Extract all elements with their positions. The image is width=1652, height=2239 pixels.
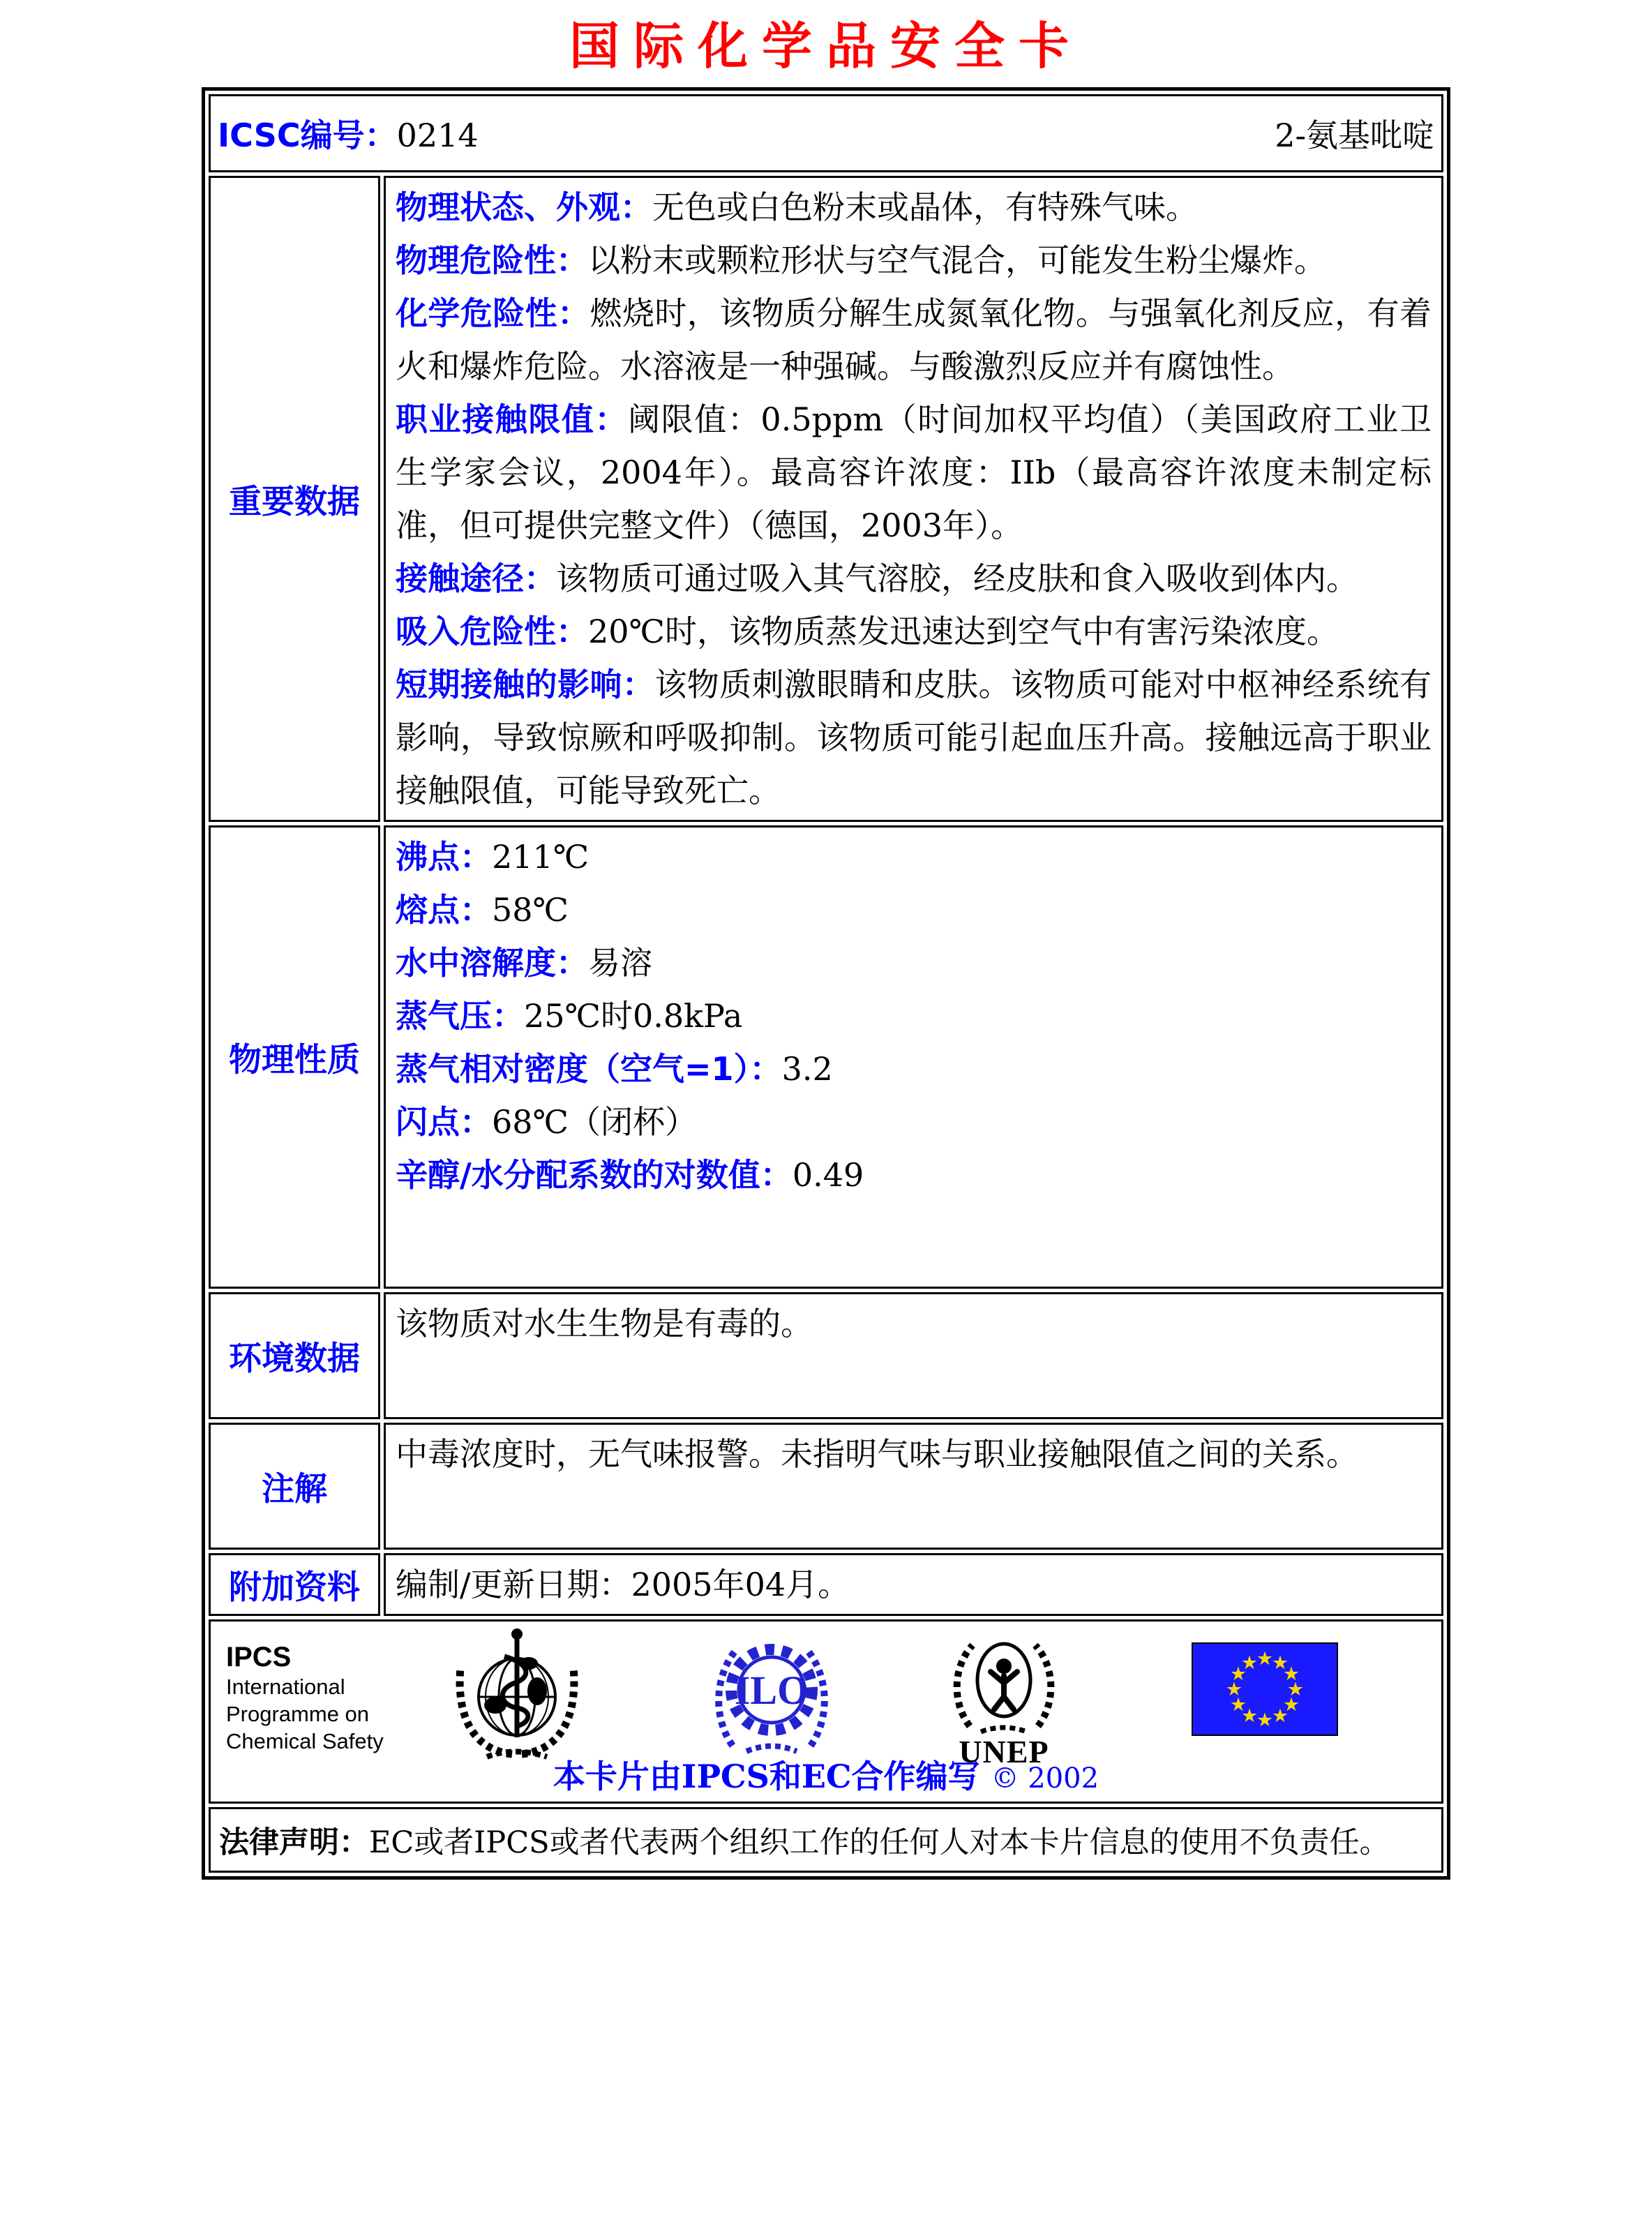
- who-logo-icon: [445, 1627, 589, 1760]
- svg-text:★: ★: [1240, 1652, 1259, 1675]
- unep-label: UNEP: [959, 1734, 1049, 1770]
- copyright-text: © 2002: [991, 1762, 1099, 1795]
- environmental-data-content: 该物质对水生生物是有毒的。: [384, 1292, 1443, 1419]
- notes-row-label: 注解: [209, 1423, 380, 1550]
- svg-text:★: ★: [1229, 1694, 1247, 1716]
- disclaimer-row: [209, 1807, 1443, 1873]
- svg-text:★: ★: [1271, 1652, 1289, 1675]
- ipcs-text-block: [226, 1641, 384, 1755]
- physical-property-item: 沸点：211℃: [396, 838, 590, 876]
- additional-info-row-label: 附加资料: [209, 1553, 380, 1616]
- cooperation-caption: [211, 1751, 1441, 1797]
- disclaimer-label: 法律声明：: [219, 1825, 369, 1860]
- physical-property-item: 水中溶解度：易溶: [396, 944, 652, 982]
- important-data-content: [384, 176, 1443, 822]
- important-data-item: 物理危险性：以粉末或颗粒形状与空气混合，可能发生粉尘爆炸。: [396, 241, 1326, 280]
- physical-property-item: 辛醇/水分配系数的对数值：0.49: [396, 1156, 864, 1195]
- icsc-card: [202, 87, 1450, 1880]
- svg-text:★: ★: [1256, 1709, 1274, 1732]
- important-data-row-label: 重要数据: [209, 176, 380, 822]
- important-data-item: 短期接触的影响：该物质刺激眼睛和皮肤。该物质可能对中枢神经系统有影响，导致惊厥和呼吸抑制。该物质可能引起血压升高。接触远高于职业接触限值，可能导致死亡。: [396, 666, 1432, 810]
- logos-cell: [209, 1619, 1443, 1804]
- icsc-number-label: ICSC编号：: [218, 117, 397, 155]
- important-data-item: 吸入危险性：20℃时，该物质蒸发迅速达到空气中有害污染浓度。: [396, 613, 1339, 651]
- physical-property-item: 闪点：68℃（闭杯）: [396, 1103, 697, 1141]
- physical-property-item: 蒸气压：25℃时0.8kPa: [396, 997, 743, 1035]
- notes-row: [209, 1423, 1443, 1550]
- disclaimer-text: EC或者IPCS或者代表两个组织工作的任何人对本卡片信息的使用不负责任。: [369, 1825, 1390, 1860]
- unep-logo-block: [945, 1630, 1063, 1770]
- ipcs-line: Programme on: [226, 1702, 370, 1727]
- logos-row: [209, 1619, 1443, 1804]
- eu-flag-icon: [1192, 1642, 1338, 1736]
- physical-property-item: 蒸气相对密度（空气=1）：3.2: [396, 1050, 833, 1088]
- important-data-item: 职业接触限值：阈限值：0.5ppm（时间加权平均值）（美国政府工业卫生学家会议，2004年）。最高容许浓度：IIb（最高容许浓度未制定标准，但可提供完整文件）（德国，2003年）。: [396, 400, 1432, 545]
- page: [0, 18, 1652, 2239]
- svg-text:★: ★: [1286, 1679, 1305, 1701]
- physical-properties-content: [384, 825, 1443, 1289]
- ipcs-line: Chemical Safety: [226, 1729, 384, 1754]
- header-row: [209, 94, 1443, 172]
- physical-property-item: 熔点：58℃: [396, 891, 569, 929]
- svg-text:★: ★: [1229, 1663, 1247, 1686]
- environmental-data-row: [209, 1292, 1443, 1419]
- important-data-item: 接触途径：该物质可通过吸入其气溶胶，经皮肤和食入吸收到体内。: [396, 560, 1358, 598]
- icsc-number-group: [218, 110, 479, 156]
- physical-properties-row-label: 物理性质: [209, 825, 380, 1289]
- svg-text:★: ★: [1282, 1694, 1300, 1716]
- important-data-row: [209, 176, 1443, 822]
- disclaimer-cell: [209, 1807, 1443, 1873]
- icsc-table: [205, 91, 1447, 1876]
- environmental-data-row-label: 环境数据: [209, 1292, 380, 1419]
- important-data-item: 化学危险性：燃烧时，该物质分解生成氮氧化物。与强氧化剂反应，有着火和爆炸危险。水溶液是一种强碱。与酸激烈反应并有腐蚀性。: [396, 294, 1432, 386]
- caption-text: 本卡片由IPCS和EC合作编写: [553, 1758, 980, 1796]
- additional-info-content: 编制/更新日期：2005年04月。: [384, 1553, 1443, 1616]
- physical-properties-row: [209, 825, 1443, 1289]
- ipcs-line: International: [226, 1675, 345, 1700]
- svg-text:★: ★: [1240, 1705, 1259, 1728]
- ipcs-acronym: IPCS: [226, 1642, 292, 1673]
- unep-logo-icon: [945, 1630, 1063, 1735]
- page-title: 国际化学品安全卡: [569, 16, 1083, 75]
- additional-info-row: [209, 1553, 1443, 1616]
- ilo-logo-icon: [703, 1628, 840, 1760]
- header-cell: [209, 94, 1443, 172]
- notes-content: 中毒浓度时，无气味报警。未指明气味与职业接触限值之间的关系。: [384, 1423, 1443, 1550]
- svg-text:★: ★: [1282, 1663, 1300, 1686]
- svg-text:★: ★: [1225, 1679, 1243, 1701]
- important-data-item: 物理状态、外观：无色或白色粉末或晶体，有特殊气味。: [396, 188, 1198, 227]
- svg-text:★: ★: [1271, 1705, 1289, 1728]
- svg-text:★: ★: [1256, 1648, 1274, 1670]
- chemical-name: 2-氨基吡啶: [1275, 117, 1434, 155]
- icsc-number-value: 0214: [396, 117, 479, 155]
- ilo-letters: ILO: [734, 1668, 809, 1714]
